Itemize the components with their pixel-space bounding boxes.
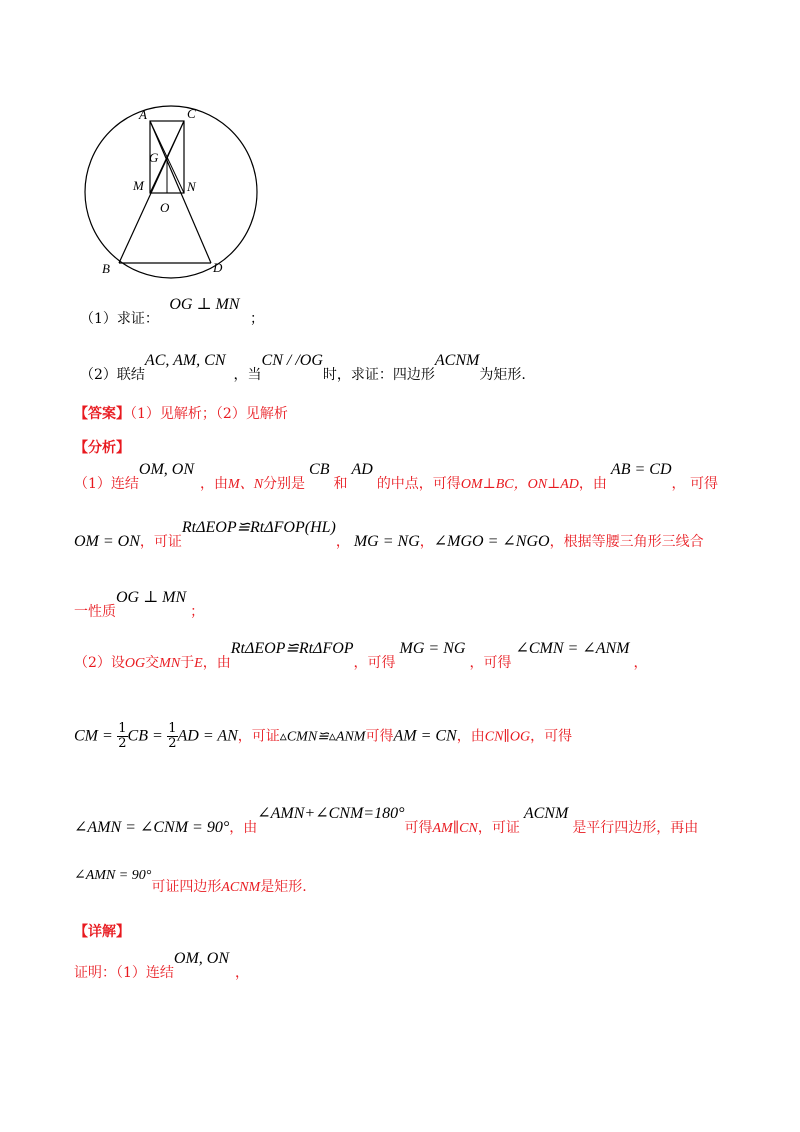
p7-m1: ∠AMN = 90°: [74, 868, 152, 883]
p1-i: ， 可得: [671, 476, 718, 492]
question-1: [80, 296, 264, 328]
label-G: G: [149, 150, 159, 165]
p2-b: ，: [335, 534, 350, 550]
analysis-p4: [74, 640, 648, 672]
p2-d: ，根据等腰三角形三线合: [549, 534, 704, 550]
q1-math: OG ⊥ MN: [169, 296, 240, 313]
geometry-figure: [80, 100, 270, 290]
p4-f: E: [194, 656, 203, 671]
p5-f2-num: 1: [168, 721, 177, 736]
p4-c: 交: [145, 655, 160, 671]
p7-a: 可证四边形: [151, 879, 222, 895]
analysis-p6: [74, 805, 699, 837]
p5-a: ，可证: [237, 728, 280, 745]
label-C: C: [187, 106, 196, 121]
p5-f1-den: 2: [118, 736, 127, 751]
p6-m1: ∠AMN = ∠CNM = 90°: [74, 819, 230, 836]
p6-c: AM∥CN: [432, 821, 478, 836]
analysis-p7: [74, 868, 307, 895]
label-N: N: [187, 179, 196, 194]
p4-m1: RtΔEOP≌RtΔFOP: [230, 640, 354, 657]
p1-m2: CB: [309, 461, 330, 478]
p1-m1: OM, ON: [138, 461, 195, 478]
analysis-p5: [74, 722, 572, 751]
q1-prefix: （1）求证：: [80, 311, 159, 327]
detail-b: ，: [235, 965, 250, 981]
q2-text2: 时，求证：四边形: [322, 367, 435, 383]
p1-b: ，由: [200, 476, 229, 492]
q2-math2: CN / /OG: [261, 352, 323, 369]
circle: [85, 106, 257, 278]
p7-b: ACNM: [221, 880, 261, 895]
p3-m1: OG ⊥ MN: [116, 589, 187, 606]
answer-line: [74, 403, 288, 423]
answer-label: 【答案】: [74, 406, 130, 422]
p6-m3: ACNM: [523, 805, 569, 822]
detail-a: 证明：（1）连结: [74, 965, 174, 981]
p5-eq-post: AD = AN: [177, 727, 238, 745]
p1-m3: AD: [351, 461, 373, 478]
p4-b: OG: [124, 656, 146, 671]
analysis-p3: [74, 589, 205, 621]
answer-text: （1）见解析；（2）见解析: [130, 406, 288, 422]
p3-a: 一性质: [74, 604, 116, 620]
question-2: [80, 352, 526, 384]
p5-f1-num: 1: [118, 721, 127, 736]
p6-a: ，由: [229, 820, 258, 836]
p4-j: ，: [633, 655, 648, 671]
q2-text1: ，当: [233, 367, 262, 383]
p5-m1: ▵CMN≌▵ANM: [279, 729, 366, 745]
p2-m1: OM = ON: [74, 533, 140, 550]
segment-CB: [119, 121, 184, 263]
p4-g: ，由: [202, 655, 231, 671]
p4-h: ，可得: [353, 655, 396, 671]
p5-d: CN∥OG: [484, 729, 531, 745]
p2-m2: RtΔEOP≌RtΔFOP(HL): [181, 519, 336, 536]
p4-e: 于: [180, 655, 195, 671]
q2-text3: 为矩形.: [479, 367, 526, 383]
p5-c: ，由: [456, 728, 485, 745]
analysis-p1: [74, 461, 718, 493]
label-M: M: [133, 178, 144, 193]
p1-m4: AB = CD: [610, 461, 672, 478]
q2-math1: AC, AM, CN: [144, 352, 226, 369]
p4-m3: ∠CMN = ∠ANM: [515, 640, 630, 657]
p2-m4: ∠MGO = ∠NGO: [433, 533, 550, 550]
p5-e: ，可得: [530, 728, 573, 745]
detail-m1: OM, ON: [173, 950, 230, 967]
p5-b: 可得: [365, 728, 394, 745]
p2-c: ，: [419, 534, 434, 550]
label-O: O: [160, 200, 170, 215]
label-D: D: [213, 260, 223, 275]
p6-m2: ∠AMN+∠CNM=180°: [257, 805, 405, 822]
p2-a: ，可证: [139, 534, 182, 550]
p2-m3: MG = NG: [353, 533, 420, 550]
segment-AD: [150, 121, 211, 263]
p1-e: 和: [333, 476, 348, 492]
label-A: A: [139, 107, 147, 122]
analysis-label: 【分析】: [74, 440, 130, 456]
p1-h: ，由: [578, 476, 607, 492]
fraction-half-1: [117, 722, 127, 751]
p6-d: ，可证: [477, 820, 520, 836]
p1-a: （1）连结: [74, 476, 139, 492]
detail-line: [74, 950, 250, 982]
p5-eq-pre: CM =: [74, 727, 113, 745]
q1-suffix: ；: [249, 311, 264, 327]
fraction-half-2: [167, 722, 177, 751]
label-B: B: [102, 261, 110, 276]
p6-b: 可得: [404, 820, 433, 836]
p4-a: （2）设: [74, 655, 125, 671]
p1-d: 分别是: [263, 476, 306, 492]
p5-f2-den: 2: [168, 736, 177, 751]
p1-g: OM⊥BC，ON⊥AD: [460, 477, 579, 492]
p4-i: ，可得: [469, 655, 512, 671]
q2-math3: ACNM: [434, 352, 480, 369]
p5-m2: AM = CN: [393, 727, 457, 745]
p4-d: MN: [159, 656, 181, 671]
p5-eq-mid: CB =: [127, 727, 163, 745]
p7-c: 是矩形.: [260, 879, 307, 895]
p3-b: ；: [190, 604, 205, 620]
analysis-p2: [74, 519, 704, 551]
p1-c: M、N: [228, 477, 264, 492]
detail-label: 【详解】: [74, 924, 130, 940]
q2-prefix: （2）联结: [80, 367, 145, 383]
p4-m2: MG = NG: [399, 640, 466, 657]
p6-e: 是平行四边形，再由: [572, 820, 699, 836]
p1-f: 的中点，可得: [376, 476, 461, 492]
